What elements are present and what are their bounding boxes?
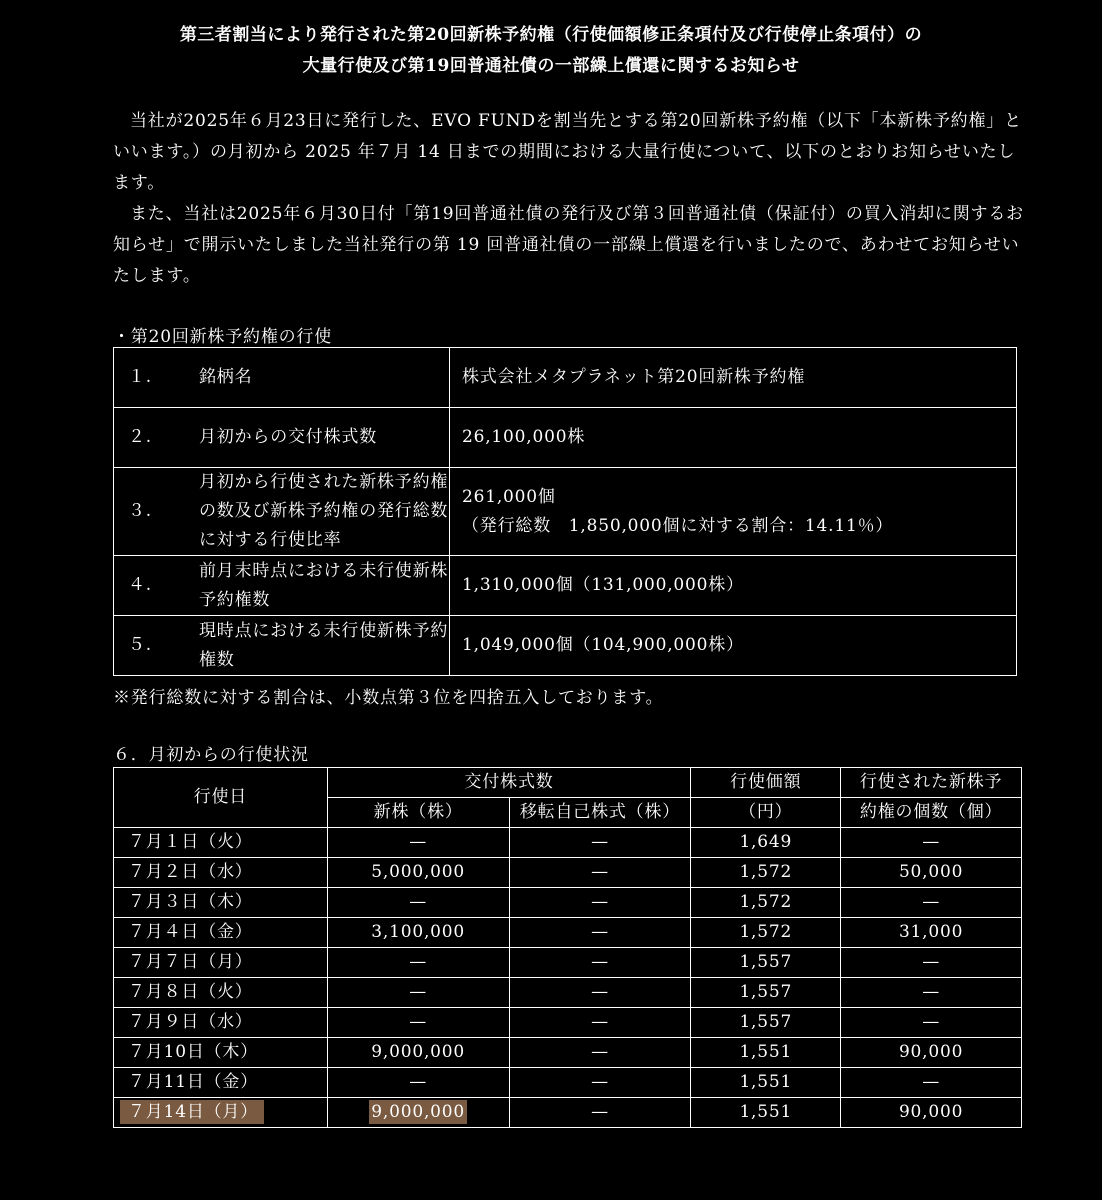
status-new-shares-cell-text: 9,000,000 xyxy=(371,1042,466,1062)
status-treasury-cell-text: — xyxy=(591,952,609,972)
status-new-shares-cell-text: — xyxy=(409,892,428,912)
exercise-row-value xyxy=(450,616,1017,676)
exercise-row-number: ５. xyxy=(114,616,186,676)
status-count-cell xyxy=(841,1068,1022,1098)
status-new-shares-cell xyxy=(327,918,509,948)
header-new-shares: 新株（株） xyxy=(327,798,509,828)
status-price-cell-text: 1,572 xyxy=(739,862,793,882)
status-count-cell xyxy=(841,888,1022,918)
status-count-cell xyxy=(841,918,1022,948)
exercise-row-value xyxy=(450,556,1017,616)
status-price-cell xyxy=(691,1038,841,1068)
status-count-cell-text: 90,000 xyxy=(898,1042,964,1062)
status-row xyxy=(114,1098,1022,1128)
exercise-row xyxy=(114,616,1017,676)
status-treasury-cell-text: — xyxy=(591,832,609,852)
status-new-shares-cell xyxy=(327,1068,509,1098)
status-treasury-cell xyxy=(509,1098,691,1128)
header-price-line1: 行使価額 xyxy=(691,768,841,798)
header-date: 行使日 xyxy=(114,768,328,828)
exercise-row-value-line1: 26,100,000株 xyxy=(462,427,586,447)
header-delivered-shares: 交付株式数 xyxy=(327,768,691,798)
status-treasury-cell-text: — xyxy=(591,1012,609,1032)
status-row xyxy=(114,828,1022,858)
exercise-row-label: 現時点における未行使新株予約権数 xyxy=(185,616,450,676)
page-title-line2: 大量行使及び第19回普通社債の一部繰上償還に関するお知らせ xyxy=(302,56,800,76)
page-title-line1: 第三者割当により発行された第20回新株予約権（行使価額修正条項付及び行使停止条項付）の xyxy=(179,25,923,45)
status-row xyxy=(114,888,1022,918)
status-price-cell-text: 1,572 xyxy=(739,922,793,942)
exercise-summary-table xyxy=(113,347,1017,676)
status-price-cell-text: 1,557 xyxy=(739,982,793,1002)
intro-text xyxy=(113,106,1033,292)
status-count-cell xyxy=(841,978,1022,1008)
header-price-line2: （円） xyxy=(691,798,841,828)
status-price-cell xyxy=(691,918,841,948)
status-price-cell-text: 1,649 xyxy=(739,832,793,852)
status-row xyxy=(114,858,1022,888)
status-treasury-cell xyxy=(509,888,691,918)
status-date-cell xyxy=(114,858,328,888)
exercise-row-value-line1: 株式会社メタプラネット第20回新株予約権 xyxy=(462,367,806,387)
status-price-cell-text: 1,551 xyxy=(739,1072,793,1092)
status-treasury-cell-text: — xyxy=(591,1042,609,1062)
status-row xyxy=(114,1038,1022,1068)
status-treasury-cell xyxy=(509,1038,691,1068)
exercise-row-label: 前月末時点における未行使新株予約権数 xyxy=(185,556,450,616)
status-date-cell-text: ７月２日（水） xyxy=(128,862,253,882)
status-date-cell-text: ７月10日（木） xyxy=(128,1042,259,1062)
intro-paragraph-2: また、当社は2025年６月30日付「第19回普通社債の発行及び第３回普通社債（保証付）の買入消却に関するお知らせ」で開示いたしました当社発行の第 19 回普通社債の一部繰上償還を行いましたので、あわせてお知らせいたします。 xyxy=(113,204,1024,286)
status-count-cell-text: — xyxy=(922,832,940,852)
status-date-cell-text: ７月14日（月） xyxy=(120,1100,264,1124)
exercise-status-table xyxy=(113,767,1022,1128)
status-price-cell xyxy=(691,1008,841,1038)
status-new-shares-cell xyxy=(327,1038,509,1068)
status-price-cell xyxy=(691,948,841,978)
status-date-cell-text: ７月９日（水） xyxy=(128,1012,253,1032)
status-treasury-cell-text: — xyxy=(591,922,609,942)
status-date-cell-text: ７月４日（金） xyxy=(128,922,253,942)
status-treasury-cell xyxy=(509,828,691,858)
status-count-cell xyxy=(841,948,1022,978)
status-date-cell xyxy=(114,948,328,978)
status-date-cell-text: ７月７日（月） xyxy=(128,952,253,972)
status-new-shares-cell-text: — xyxy=(409,982,428,1002)
status-date-cell-text: ７月１日（火） xyxy=(128,832,253,852)
status-new-shares-cell xyxy=(327,948,509,978)
status-count-cell-text: — xyxy=(922,982,940,1002)
status-price-cell xyxy=(691,978,841,1008)
status-date-cell xyxy=(114,1008,328,1038)
exercise-row-number: １. xyxy=(114,348,186,408)
status-count-cell-text: — xyxy=(922,1012,940,1032)
status-price-cell xyxy=(691,1068,841,1098)
status-count-cell-text: — xyxy=(922,1072,940,1092)
status-new-shares-cell-text: — xyxy=(409,1012,428,1032)
status-price-cell xyxy=(691,888,841,918)
status-treasury-cell-text: — xyxy=(591,862,609,882)
status-date-cell xyxy=(114,978,328,1008)
header-treasury-shares: 移転自己株式（株） xyxy=(509,798,691,828)
exercise-row-value xyxy=(450,348,1017,408)
status-treasury-cell xyxy=(509,1008,691,1038)
status-count-cell xyxy=(841,828,1022,858)
status-treasury-cell-text: — xyxy=(591,1072,609,1092)
exercise-row xyxy=(114,468,1017,556)
status-count-cell-text: — xyxy=(922,952,940,972)
exercise-row-value-line1: 1,049,000個（104,900,000株） xyxy=(462,635,744,655)
status-row xyxy=(114,1068,1022,1098)
status-new-shares-cell xyxy=(327,1008,509,1038)
status-price-cell xyxy=(691,1098,841,1128)
rounding-note: ※発行総数に対する割合は、小数点第３位を四捨五入しております。 xyxy=(113,688,664,708)
header-count-line2: 約権の個数（個） xyxy=(841,798,1022,828)
status-new-shares-cell-text: — xyxy=(409,1072,428,1092)
status-count-cell-text: — xyxy=(922,892,940,912)
status-date-cell-text: ７月８日（火） xyxy=(128,982,253,1002)
status-date-cell-text: ７月11日（金） xyxy=(128,1072,259,1092)
status-date-cell xyxy=(114,888,328,918)
status-treasury-cell-text: — xyxy=(591,1102,609,1122)
status-count-cell xyxy=(841,1098,1022,1128)
exercise-row xyxy=(114,408,1017,468)
status-new-shares-cell-text: — xyxy=(409,832,428,852)
exercise-row-value xyxy=(450,408,1017,468)
status-treasury-cell-text: — xyxy=(591,982,609,1002)
status-treasury-cell xyxy=(509,948,691,978)
exercise-row-number: ３. xyxy=(114,468,186,556)
status-new-shares-cell xyxy=(327,888,509,918)
exercise-row-label: 月初から行使された新株予約権の数及び新株予約権の発行総数に対する行使比率 xyxy=(185,468,450,556)
status-date-cell-text: ７月３日（木） xyxy=(128,892,253,912)
exercise-row-number: ２. xyxy=(114,408,186,468)
status-price-cell-text: 1,551 xyxy=(739,1042,793,1062)
exercise-row-value-line1: 261,000個 xyxy=(462,486,556,507)
status-treasury-cell-text: — xyxy=(591,892,609,912)
status-price-cell xyxy=(691,858,841,888)
status-date-cell xyxy=(114,828,328,858)
intro-paragraph-1: 当社が2025年６月23日に発行した、EVO FUNDを割当先とする第20回新株予約権（以下「本新株予約権」といいます。）の月初から 2025 年７月 14 日までの期間における大量行使について、以下のとおりお知らせいたします。 xyxy=(113,111,1022,193)
status-price-cell-text: 1,557 xyxy=(739,1012,793,1032)
status-count-cell xyxy=(841,1008,1022,1038)
status-date-cell xyxy=(114,1038,328,1068)
exercise-row-value-line2: （発行総数 1,850,000個に対する割合：14.11％） xyxy=(462,515,894,536)
status-new-shares-cell xyxy=(327,978,509,1008)
status-new-shares-cell-text: — xyxy=(409,952,428,972)
status-count-cell-text: 90,000 xyxy=(898,1102,964,1122)
exercise-row-label: 銘柄名 xyxy=(185,348,450,408)
exercise-row-value-line1: 1,310,000個（131,000,000株） xyxy=(462,575,744,595)
status-new-shares-cell xyxy=(327,1098,509,1128)
status-date-cell xyxy=(114,1098,328,1128)
status-price-cell-text: 1,551 xyxy=(739,1102,793,1122)
status-new-shares-cell-text: 5,000,000 xyxy=(371,862,466,882)
status-date-cell xyxy=(114,1068,328,1098)
status-treasury-cell xyxy=(509,918,691,948)
status-new-shares-cell-text: 9,000,000 xyxy=(371,1102,466,1122)
status-price-cell xyxy=(691,828,841,858)
status-treasury-cell xyxy=(509,978,691,1008)
status-new-shares-cell xyxy=(327,858,509,888)
status-date-cell xyxy=(114,918,328,948)
status-row xyxy=(114,948,1022,978)
section1-heading: ・第20回新株予約権の行使 xyxy=(113,327,333,347)
status-new-shares-cell xyxy=(327,828,509,858)
status-row xyxy=(114,1008,1022,1038)
exercise-row-number: ４. xyxy=(114,556,186,616)
section2-heading: ６．月初からの行使状況 xyxy=(113,745,309,765)
status-price-cell-text: 1,572 xyxy=(739,892,793,912)
status-row xyxy=(114,978,1022,1008)
status-count-cell xyxy=(841,858,1022,888)
exercise-row xyxy=(114,556,1017,616)
header-count-line1: 行使された新株予 xyxy=(841,768,1022,798)
status-treasury-cell xyxy=(509,1068,691,1098)
status-count-cell-text: 31,000 xyxy=(898,922,964,942)
status-row xyxy=(114,918,1022,948)
status-count-cell xyxy=(841,1038,1022,1068)
exercise-row-label: 月初からの交付株式数 xyxy=(185,408,450,468)
exercise-row-value xyxy=(450,468,1017,556)
exercise-row xyxy=(114,348,1017,408)
status-price-cell-text: 1,557 xyxy=(739,952,793,972)
status-new-shares-cell-text: 3,100,000 xyxy=(371,922,466,942)
status-count-cell-text: 50,000 xyxy=(898,862,964,882)
status-treasury-cell xyxy=(509,858,691,888)
